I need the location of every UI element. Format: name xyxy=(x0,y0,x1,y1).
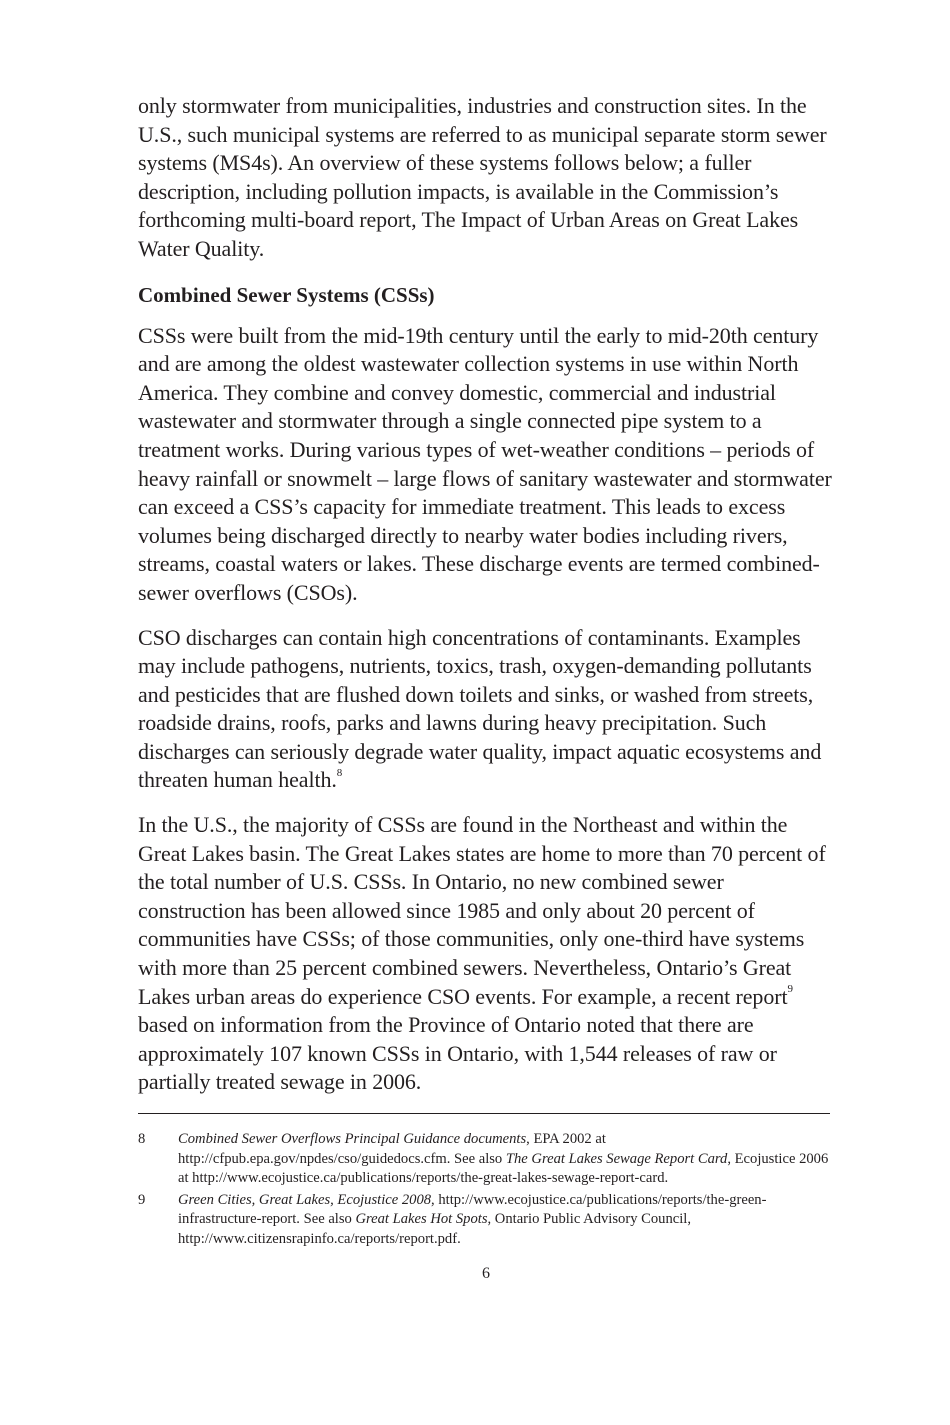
footnote-ref[interactable]: 8 xyxy=(336,767,343,780)
paragraph-text: based on information from the Province of Ontario noted that there are approximately 107 known CSSs in Ontario, with 1,544 releases of raw or partially treated sewage in 2006. xyxy=(138,1012,777,1095)
paragraph-text: In the U.S., the majority of CSSs are found in the Northeast and within the Great Lakes basin. The Great Lakes states are home to more than 70 percent of the total number of U.S. CSSs. In Ontario, no new combined sewer construction has been allowed since 1985 and only about 20 percent of communities have CSSs; of those communities, only one-third have systems with more than 25 percent combined sewers. Nevertheless, Ontario’s Great Lakes urban areas do experience CSO events. For example, a recent report xyxy=(138,812,826,1009)
footnote-title: The Great Lakes Sewage Report Card xyxy=(505,1150,728,1167)
footnotes xyxy=(138,1130,834,1249)
document-page xyxy=(138,92,834,1283)
footnote-title: Great Lakes Hot Spots xyxy=(355,1211,488,1227)
paragraph-cso-discharges xyxy=(138,624,834,796)
paragraph-text: CSO discharges can contain high concentrations of contaminants. Examples may include pathogens, nutrients, toxics, trash, oxygen-demanding pollutants and pesticides that are flushed down toilets and sinks, or washed from streets, roadside drains, roofs, parks and lawns during heavy precipitation. Such discharges can seriously degrade water quality, impact aquatic ecosystems and threaten human health. xyxy=(138,624,822,793)
footnote-number: 8 xyxy=(138,1131,146,1147)
footnote xyxy=(138,1130,834,1189)
footnote xyxy=(138,1191,834,1250)
paragraph-css-history: CSSs were built from the mid-19th century until the early to mid-20th century and are among the oldest wastewater collection systems in use within North America. They combine and convey domestic, commercial and industrial wastewater and stormwater through a single connected pipe system to a treatment works. During various types of wet-weather conditions – periods of heavy rainfall or snowmelt – large flows of sanitary wastewater and stormwater can exceed a CSS’s capacity for immediate treatment. This leads to excess volumes being discharged directly to nearby water bodies including rivers, streams, coastal waters or lakes. These discharge events are termed combined-sewer overflows (CSOs). xyxy=(138,322,832,605)
footnote-text xyxy=(178,1130,834,1189)
paragraph-intro: only stormwater from municipalities, industries and construction sites. In the U.S., such municipal systems are referred to as municipal separate storm sewer systems (MS4s). An overview of these systems follows below; a fuller description, including pollution impacts, is available in the Commission’s forthcoming multi-board report, The Impact of Urban Areas on Great Lakes Water Quality. xyxy=(138,93,827,261)
footnote-title: Combined Sewer Overflows Principal Guidance documents xyxy=(178,1131,527,1147)
page-number: 6 xyxy=(482,1265,490,1282)
footnote-body: , http://www.ecojustice.ca/publications/reports/the-green-infrastructure-report. See also xyxy=(178,1191,767,1227)
footnote-text xyxy=(178,1191,834,1250)
section-heading: Combined Sewer Systems (CSSs) xyxy=(138,282,435,307)
footnote-body: , Ecojustice 2006 at http://www.ecojustice.ca/publications/reports/the-great-lakes-sewage-report-card. xyxy=(178,1150,829,1186)
footnote-title: Green Cities, Great Lakes, Ecojustice 2008 xyxy=(178,1191,432,1208)
footnote-body: , Ontario Public Advisory Council, http://www.citizensrapinfo.ca/reports/report.pdf. xyxy=(178,1211,691,1247)
body-text xyxy=(138,92,834,1097)
footnote-body: , EPA 2002 at http://cfpub.epa.gov/npdes/cso/guidedocs.cfm. See also xyxy=(178,1131,606,1167)
paragraph-css-distribution xyxy=(138,811,834,1097)
footnote-ref[interactable]: 9 xyxy=(787,983,793,996)
footnote-number: 9 xyxy=(138,1191,146,1208)
footnote-divider xyxy=(138,1113,830,1114)
